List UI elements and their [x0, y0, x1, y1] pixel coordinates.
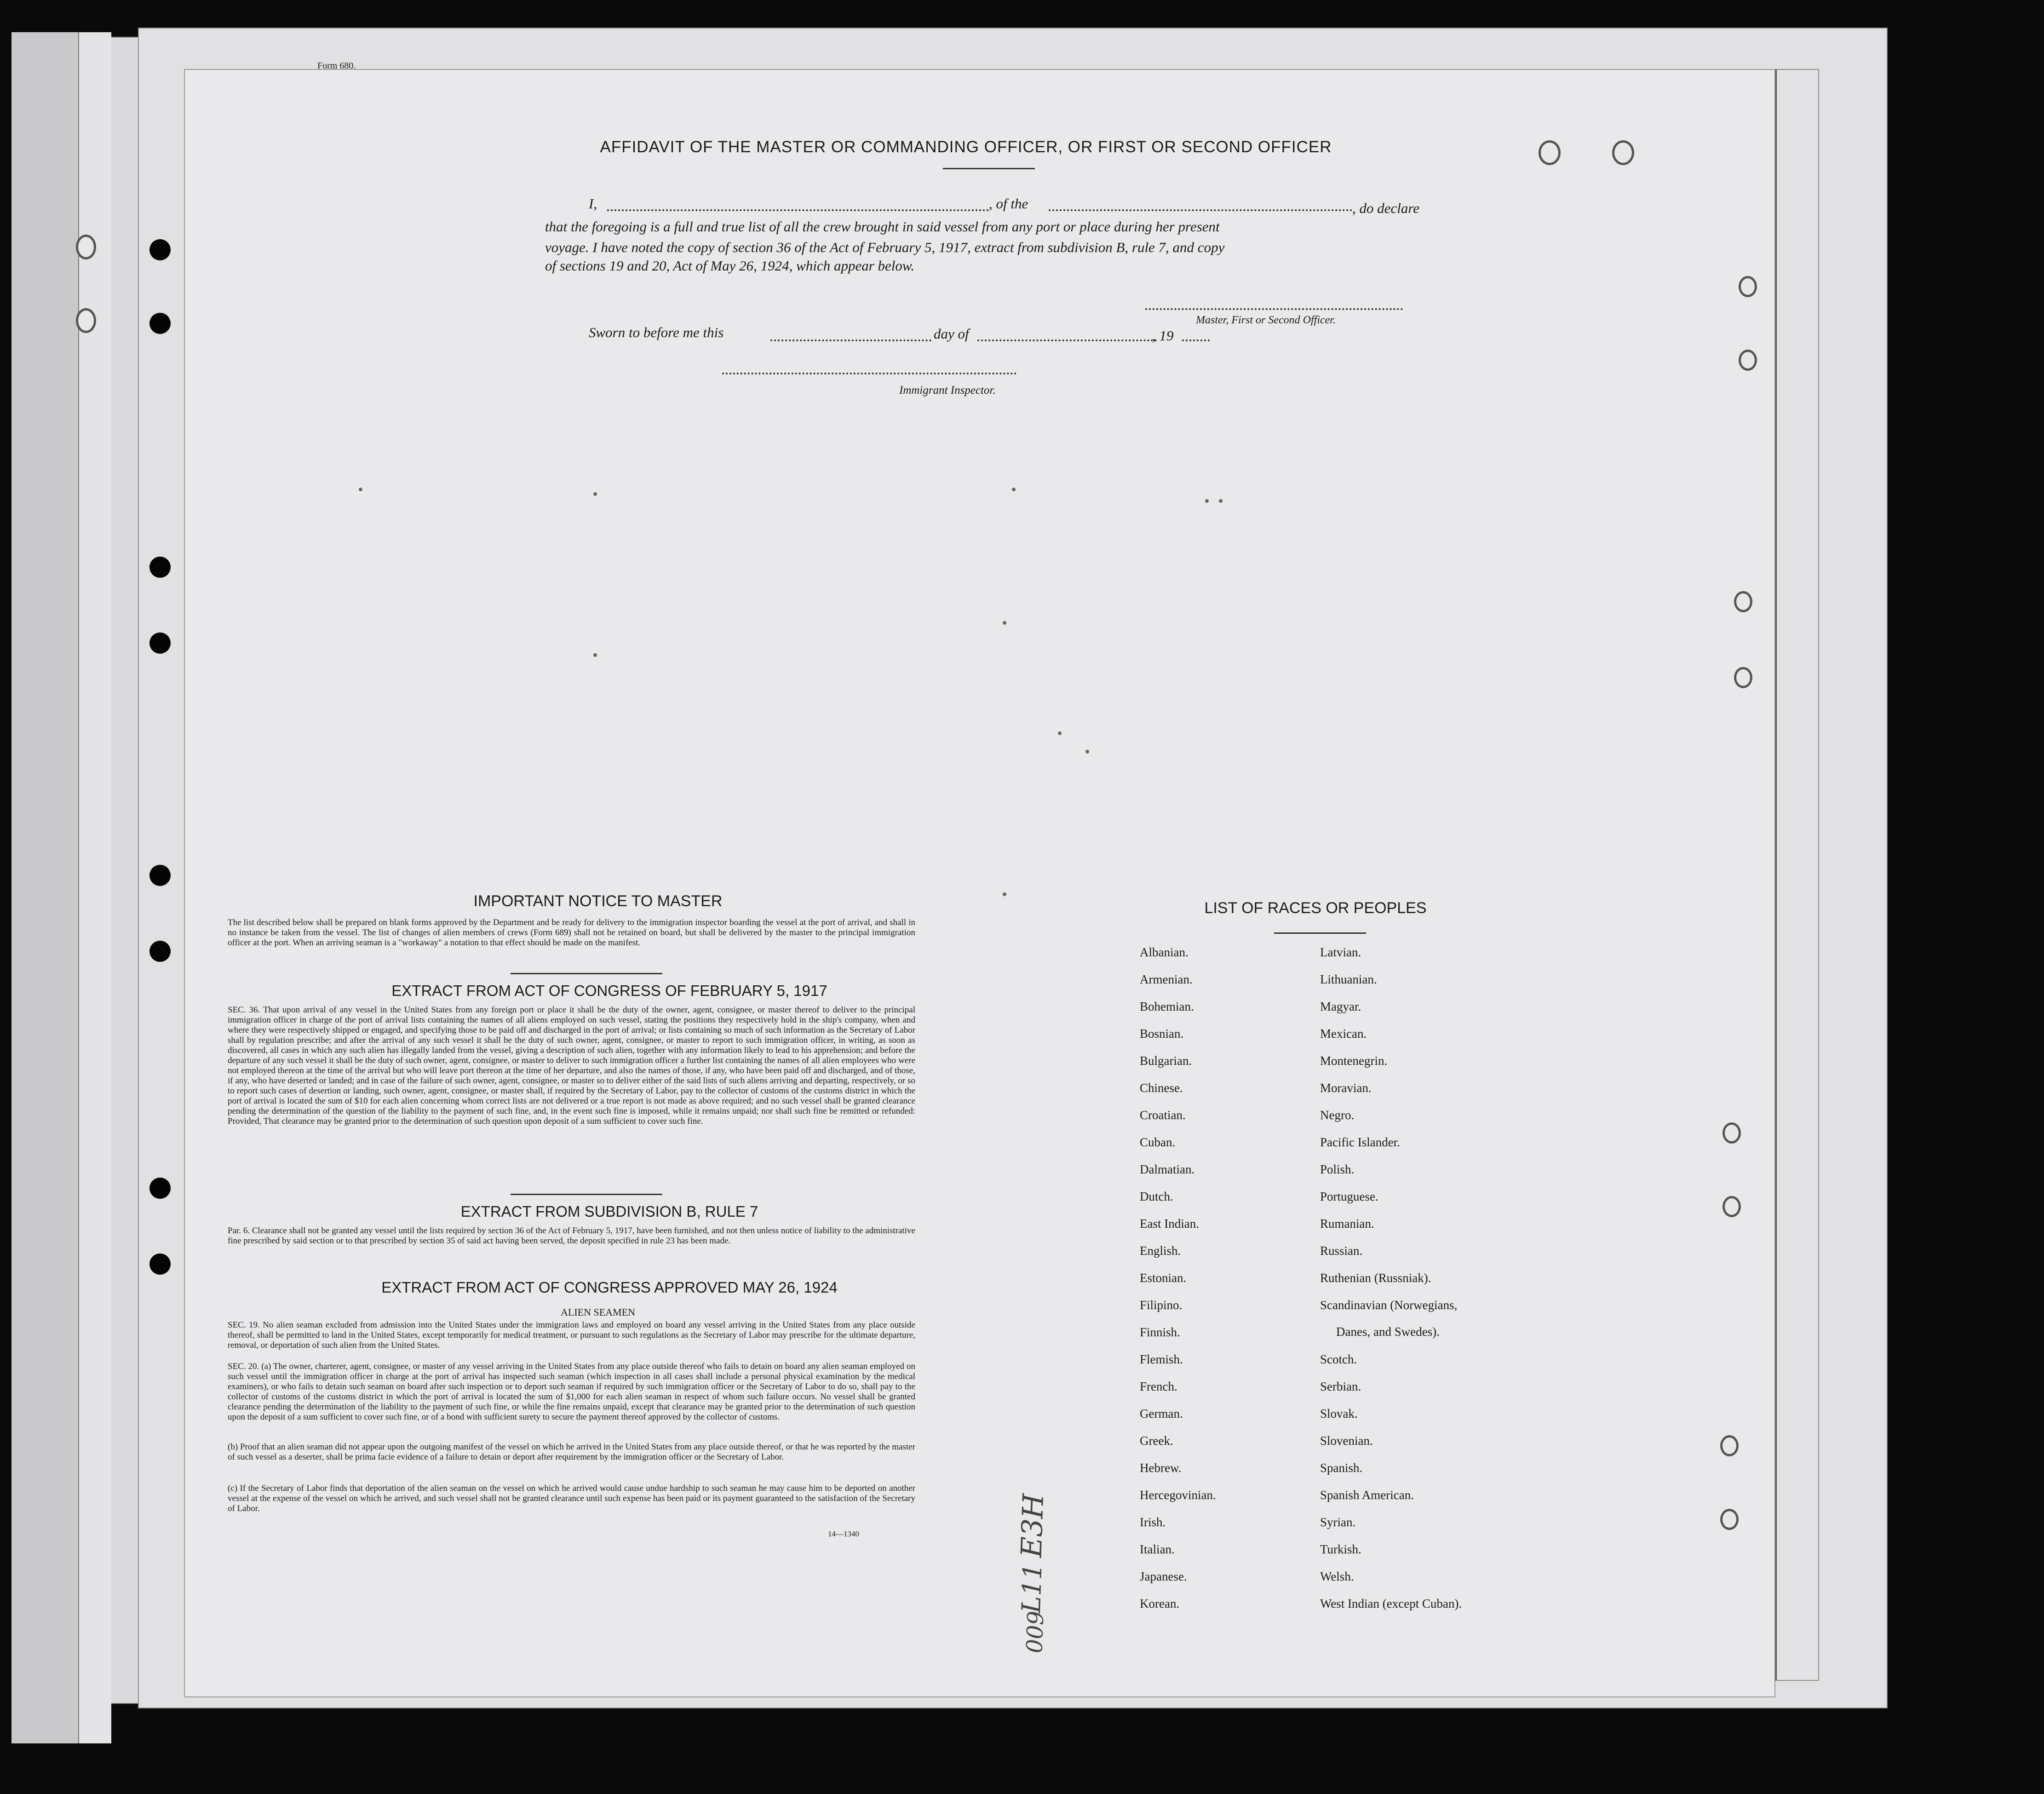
race-item: Serbian.	[1320, 1380, 1361, 1393]
stray-mark	[1085, 750, 1089, 753]
race-item: Italian.	[1140, 1542, 1175, 1556]
binder-strip-edge	[78, 32, 111, 1743]
race-item: Moravian.	[1320, 1081, 1372, 1095]
affidavit-i: I,	[589, 196, 597, 212]
race-item: Finnish.	[1140, 1325, 1180, 1339]
race-item: English.	[1140, 1244, 1181, 1258]
race-item: Mexican.	[1320, 1027, 1367, 1041]
race-item: Pacific Islander.	[1320, 1135, 1400, 1149]
race-item: Croatian.	[1140, 1108, 1186, 1122]
punch-hole	[149, 632, 171, 654]
race-item: French.	[1140, 1380, 1177, 1393]
extract-1924-title: EXTRACT FROM ACT OF CONGRESS APPROVED MAY 26, 1924	[381, 1279, 838, 1296]
punch-hole	[149, 1254, 171, 1275]
race-item: Turkish.	[1320, 1542, 1361, 1556]
notice-body: The list described below shall be prepared on blank forms approved by the Department and be ready for delivery to the immigration inspector boarding the vessel at the port of arrival, and shall in no instance be taken from the vessel. The list of changes of alien members of crews (Form 689) shall not be retained on board, but shall be delivered by the master to the principal immigration officer at the port. When an arriving seaman is a "workaway" a notation to that effect should be made on the manifest.	[228, 918, 915, 948]
affidavit-declare: , do declare	[1352, 200, 1420, 216]
race-item: Spanish American.	[1320, 1488, 1414, 1502]
stray-mark	[1205, 499, 1209, 503]
extract-rule7-body: Par. 6. Clearance shall not be granted any vessel until the lists required by section 36 of the Act of February 5, 1917, have been furnished, and not then unless notice of liability to the administrative fine prescribed by said section or to that prescribed by section 35 of said act having been served, the deposit specified in rule 23 has been made.	[228, 1226, 915, 1246]
handwritten-code-2: L11	[1016, 1563, 1048, 1614]
race-item: Scandinavian (Norwegians,	[1320, 1298, 1458, 1312]
race-item: Cuban.	[1140, 1135, 1176, 1149]
race-item: East Indian.	[1140, 1217, 1199, 1230]
binder-ring	[76, 235, 96, 259]
race-item: Irish.	[1140, 1515, 1166, 1529]
binder-ring	[1739, 276, 1757, 297]
affidavit-title: AFFIDAVIT OF THE MASTER OR COMMANDING OFFICER, OR FIRST OR SECOND OFFICER	[600, 138, 1332, 156]
title-underline	[943, 168, 1035, 169]
affidavit-line-3: voyage. I have noted the copy of section 36 of the Act of February 5, 1917, extract from subdivision B, rule 7, and copy	[545, 239, 1225, 255]
race-item: Slovak.	[1320, 1407, 1358, 1420]
name-blank-field[interactable]	[607, 209, 989, 211]
inspector-signature-line[interactable]	[722, 373, 1016, 374]
race-item: Portuguese.	[1320, 1190, 1378, 1203]
sec20b-body: (b) Proof that an alien seaman did not appear upon the outgoing manifest of the vessel on which he arrived in the United States from any place outside thereof, or that he was reported by the master of such vessel as a deserter, shall be prima facie evidence of a failure to detain or deport after requirement by the immigration officer or the Secretary of Labor.	[228, 1442, 915, 1462]
race-item: Filipino.	[1140, 1298, 1183, 1312]
race-item: Spanish.	[1320, 1461, 1363, 1475]
affidavit-of-the: , of the	[989, 196, 1028, 212]
binder-ring	[1734, 591, 1752, 612]
punch-hole	[149, 313, 171, 334]
race-item: Albanian.	[1140, 945, 1189, 959]
sworn-day-field[interactable]	[770, 339, 931, 341]
day-of-label: day of	[934, 326, 969, 342]
stray-mark	[1219, 499, 1223, 503]
sec20c-body: (c) If the Secretary of Labor finds that deportation of the alien seaman on the vessel on which he arrived would cause undue hardship to such seaman he may cause him to be deported on another vessel at the expense of the vessel on which he arrived, and such vessel shall not be granted clearance until such expense has been paid or its payment guaranteed to the satisfaction of the Secretary of Labor.	[228, 1484, 915, 1513]
handwritten-code-3: 009	[1022, 1610, 1049, 1654]
right-sheet-edge	[1775, 69, 1819, 1681]
race-item: Greek.	[1140, 1434, 1173, 1448]
punch-hole	[149, 941, 171, 962]
sec20a-body: SEC. 20. (a) The owner, charterer, agent, consignee, or master of any vessel arriving in the United States from any place outside thereof who fails to detain on board any alien seaman employed on such vessel until the immigration officer in charge at the port of arrival has inspected such seaman (which inspection in all cases shall include a personal physical examination by the medical examiners), or who fails to detain such seaman on board after such inspection or to deport such seaman if required by such immigration officer or the Secretary of Labor to do so, shall pay to the collector of customs of the customs district in which the port of arrival is located the sum of $1,000 for each alien seaman in respect of whom such failure occurs. No vessel shall be granted clearance pending the determination of the liability to the payment of such fine, or while the fine remains unpaid, except that clearance may be granted prior to the determination of such question upon the deposit of a sum sufficient to cover such fine, or of a bond with sufficient surety to secure the payment thereof approved by the collector of customs.	[228, 1362, 915, 1422]
race-item: Chinese.	[1140, 1081, 1183, 1095]
section-divider	[511, 1194, 662, 1195]
extract-rule7-title: EXTRACT FROM SUBDIVISION B, RULE 7	[460, 1203, 758, 1220]
race-item: Welsh.	[1320, 1570, 1354, 1583]
race-item: Bohemian.	[1140, 1000, 1194, 1013]
form-number: Form 680.	[317, 61, 356, 71]
year-prefix: , 19	[1152, 328, 1174, 344]
race-item: Russian.	[1320, 1244, 1363, 1258]
races-title-underline	[1274, 932, 1366, 934]
race-item: German.	[1140, 1407, 1183, 1420]
stray-mark	[359, 488, 362, 491]
stray-mark	[1058, 731, 1062, 735]
race-item: Dalmatian.	[1140, 1162, 1195, 1176]
race-item: Japanese.	[1140, 1570, 1187, 1583]
race-item: Rumanian.	[1320, 1217, 1374, 1230]
sworn-month-field[interactable]	[977, 339, 1157, 341]
race-item: Lithuanian.	[1320, 972, 1377, 986]
extract-1917-body: SEC. 36. That upon arrival of any vessel in the United States from any foreign port or place it shall be the duty of the owner, agent, consignee, or master thereof to deliver to the principal immigration officer in charge of the port of arrival lists containing the names of all aliens employed on such vessel, stating the positions they respectively hold in the ship's company, when and where they were respectively shipped or engaged, and specifying those to be paid off and discharged in the port of arrival; or lists containing so much of such information as the Secretary of Labor shall by regulation prescribe; and after the arrival of any such vessel it shall be the duty of such owner, agent, consignee, or master to report to such immigration officer, in writing, as soon as discovered, all cases in which any such alien has illegally landed from the vessel, giving a description of such alien, together with any information likely to lead to his apprehension; and before the departure of any such vessel it shall be the duty of such owner, agent, consignee, or master to deliver to such immigration officer a further list containing the names of all alien employees who were not employed thereon at the time of the arrival but who will leave port thereon at the time of her departure, and also the names of those, if any, who have been paid off and discharged, and of those, if any, who have deserted or landed; and in case of the failure of such owner, agent, consignee, or master so to deliver either of the said lists of such aliens arriving and departing, respectively, or so to report such cases of desertion or landing, such owner, agent, consignee, or master shall, if required by the Secretary of Labor, pay to the collector of customs of the customs district in which the port of arrival is located the sum of $10 for each alien concerning whom correct lists are not delivered or a true report is not made as above required; and no such vessel shall be granted clearance pending the determination of the question of the liability to the payment of such fine, and, in the event such fine is imposed, while it remains unpaid; nor shall such fine be remitted or refunded: Provided, That clearance may be granted prior to the determination of such question upon deposit of a sum sufficient to cover such fine.	[228, 1005, 915, 1126]
notice-title: IMPORTANT NOTICE TO MASTER	[473, 892, 723, 910]
extract-1917-title: EXTRACT FROM ACT OF CONGRESS OF FEBRUARY 5, 1917	[391, 982, 827, 999]
binder-ring	[1612, 140, 1634, 165]
race-item: Dutch.	[1140, 1190, 1173, 1203]
inspector-label: Immigrant Inspector.	[899, 384, 996, 397]
binder-ring	[1722, 1122, 1741, 1144]
race-item: Bosnian.	[1140, 1027, 1184, 1041]
vessel-blank-field[interactable]	[1049, 209, 1352, 211]
race-item: Montenegrin.	[1320, 1054, 1388, 1068]
race-item-continuation: Danes, and Swedes).	[1336, 1325, 1440, 1339]
punch-hole	[149, 239, 171, 260]
punch-hole	[149, 1178, 171, 1199]
binder-ring	[1739, 350, 1757, 371]
race-item: Korean.	[1140, 1597, 1180, 1610]
sworn-year-field[interactable]	[1182, 339, 1210, 341]
binder-ring	[76, 308, 96, 333]
sworn-label: Sworn to before me this	[589, 324, 724, 340]
binder-ring	[1734, 667, 1752, 688]
print-code: 14—1340	[828, 1530, 859, 1538]
race-item: Polish.	[1320, 1162, 1355, 1176]
signature-label: Master, First or Second Officer.	[1196, 314, 1336, 326]
binder-ring	[1720, 1509, 1739, 1530]
race-item: Negro.	[1320, 1108, 1355, 1122]
race-item: Ruthenian (Russniak).	[1320, 1271, 1431, 1285]
stray-mark	[1012, 488, 1016, 491]
race-item: West Indian (except Cuban).	[1320, 1597, 1462, 1610]
stray-mark	[593, 492, 597, 496]
alien-seamen-subtitle: ALIEN SEAMEN	[561, 1306, 635, 1318]
race-item: Estonian.	[1140, 1271, 1187, 1285]
stray-mark	[1003, 621, 1006, 625]
race-item: Magyar.	[1320, 1000, 1361, 1013]
affidavit-line-4: of sections 19 and 20, Act of May 26, 1924, which appear below.	[545, 258, 915, 274]
race-item: Latvian.	[1320, 945, 1361, 959]
race-item: Hebrew.	[1140, 1461, 1182, 1475]
affidavit-line-2: that the foregoing is a full and true list of all the crew brought in said vessel from any port or place during her present	[545, 218, 1220, 235]
punch-hole	[149, 557, 171, 578]
handwritten-code-1: E3H	[1014, 1493, 1051, 1558]
stray-mark	[1003, 892, 1006, 896]
binder-ring	[1720, 1435, 1739, 1456]
stray-mark	[593, 653, 597, 657]
binder-ring	[1539, 140, 1561, 165]
race-item: Slovenian.	[1320, 1434, 1373, 1448]
race-item: Bulgarian.	[1140, 1054, 1192, 1068]
signature-line[interactable]	[1145, 308, 1403, 310]
race-item: Flemish.	[1140, 1352, 1183, 1366]
race-item: Scotch.	[1320, 1352, 1357, 1366]
section-divider	[511, 973, 662, 974]
punch-hole	[149, 865, 171, 886]
sec19-body: SEC. 19. No alien seaman excluded from admission into the United States under the immigration laws and employed on board any vessel arriving in the United States from any place outside thereof, shall be permitted to land in the United States, except temporarily for medical treatment, or pursuant to such regulations as the Secretary of Labor may prescribe for the ultimate departure, removal, or deportation of such alien from the United States.	[228, 1320, 915, 1350]
binder-ring	[1722, 1196, 1741, 1217]
race-item: Hercegovinian.	[1140, 1488, 1216, 1502]
race-item: Syrian.	[1320, 1515, 1356, 1529]
races-title: LIST OF RACES OR PEOPLES	[1204, 899, 1427, 917]
race-item: Armenian.	[1140, 972, 1193, 986]
